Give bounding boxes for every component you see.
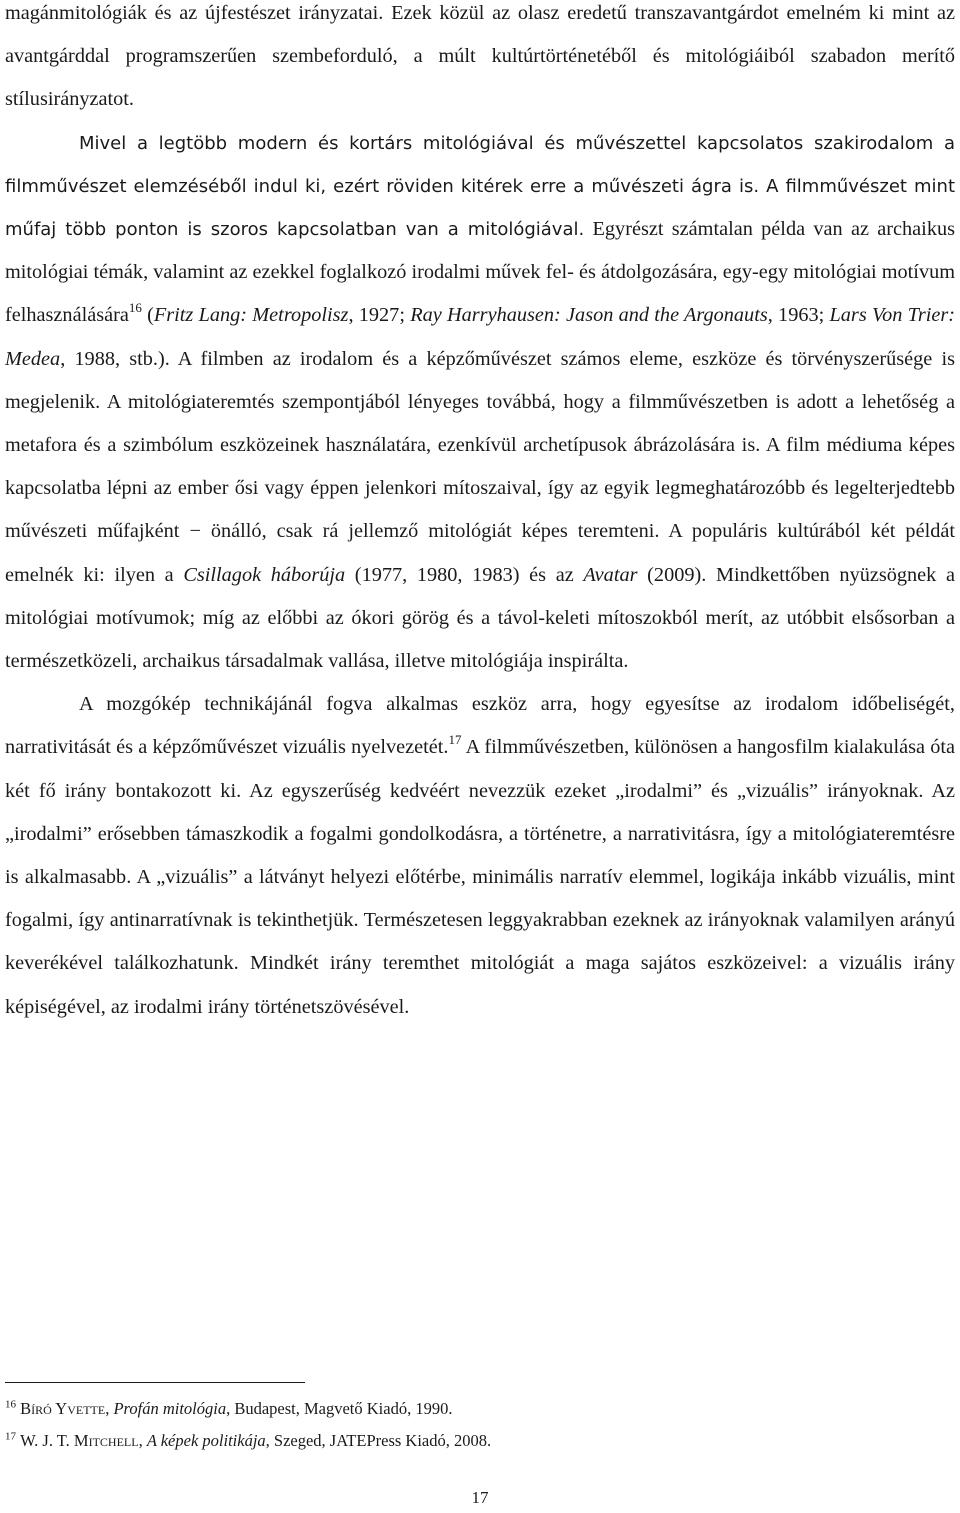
paragraph-film-text-continued: , 1988, stb.). A filmben az irodalom és a képzőművészet számos eleme, eszköze és törvényszerűsége is megjelenik. A mitológiateremtés szempontjából lényeges továbbá, hogy a filmművészetben is adott a lehetőség a metafora és a szimbólum eszközeinek használatára, ezenkívül archetípusok ábrázolására is. A film médiuma képes kapcsolatba lépni az ember ősi vagy éppen jelenkori mítoszaival, így az egyik legmeghatározóbb és legelterjedtebb művészeti műfajként − önálló, csak rá jellemző mitológiát képes teremteni. A populáris kultúrából két példát emelnék ki: ilyen a bbox=[5, 347, 955, 586]
footnote-number: 17 bbox=[5, 1430, 16, 1443]
paragraph-film-text-end: (2009). Mindkettőben nyüzsögnek a mitológiai motívumok; míg az előbbi az ókori görög és a távol-keleti mítoszokból merít, az utóbbit elsősorban a természetközeli, archaikus társadalmak vallása, illetve mitológiája inspirálta. bbox=[5, 563, 955, 673]
paragraph-intro bbox=[5, 0, 955, 122]
film-title-metropolisz: Fritz Lang: Metropolisz bbox=[153, 304, 349, 327]
footnote-ref-16[interactable]: 16 bbox=[128, 299, 142, 315]
footnote-17: $^{17}$ W. J. T. Mitchell, A képek politikája, Szeged, JATEPress Kiadó, 2008. bbox=[5, 1430, 492, 1450]
footnote-16: $^{16}$ Bíró Yvette, Profán mitológia, Budapest, Magvető Kiadó, 1990. bbox=[5, 1398, 453, 1418]
footnote-title: Profán mitológia bbox=[113, 1399, 227, 1418]
document-page bbox=[5, 0, 955, 1507]
paragraph-moving-image-text: A mozgókép technikájánál fogva alkalmas eszköz arra, hogy egyesítse az irodalom időbeliségét, narrativitását és a képzőművészet vizuális nyelvezetét. bbox=[5, 693, 955, 759]
film-year-separator: , 1927; bbox=[348, 304, 411, 327]
film-title-star-wars: Csillagok háborúja bbox=[183, 563, 346, 586]
paragraph-film-text-continued: (1977, 1980, 1983) és az bbox=[345, 563, 584, 586]
film-title-argonauts: Ray Harryhausen: Jason and the Argonauts bbox=[410, 304, 768, 327]
footnote-author: W. J. T. Mitchell bbox=[20, 1431, 139, 1450]
film-year-separator: , 1963; bbox=[767, 304, 830, 327]
footnote-publication: , Szeged, JATEPress Kiadó, 2008. bbox=[265, 1431, 492, 1450]
paragraph-intro-text: magánmitológiák és az újfestészet irányzatai. Ezek közül az olasz eredetű transzavantgárdot emelném ki mint az avantgárddal programszerűen szembeforduló, a múlt kultúrtörténetéből és mitológiáiból szabadon merítő stílusirányzatot. bbox=[5, 2, 955, 111]
footnote-title: A képek politikája bbox=[146, 1431, 266, 1450]
open-paren: ( bbox=[141, 304, 154, 327]
paragraph-film-text: Egyrészt számtalan példa van az archaikus mitológiai témák, valamint az ezekkel foglalkozó irodalmi művek fel- és átdolgozására, egy-egy mitológiai motívum felhasználására bbox=[5, 218, 955, 327]
paragraph-film-mythology bbox=[5, 122, 955, 684]
footnote-author: Bíró Yvette bbox=[20, 1399, 106, 1418]
film-title-avatar: Avatar bbox=[583, 563, 638, 586]
paragraph-film-intro-text: Mivel a legtöbb modern és kortárs mitológiával és művészettel kapcsolatos szakirodalom a filmművészet elemzéséből indul ki, ezért röviden kitérek erre a művészeti ágra is. A filmművészet mint műfaj több ponton is szoros kapcsolatban van a mitológiával. bbox=[5, 132, 955, 241]
page-number: 17 bbox=[471, 1488, 489, 1507]
footnote-ref-17[interactable]: 17 bbox=[448, 731, 462, 747]
paragraph-moving-image bbox=[5, 683, 955, 1029]
footnote-separator bbox=[5, 1382, 305, 1383]
footnotes bbox=[5, 1393, 955, 1457]
paragraph-moving-image-text-continued: A filmművészetben, különösen a hangosfilm kialakulása óta két fő irány bontakozott ki. Az egyszerűség kedvéért nevezzük ezeket „irodalmi” és „vizuális” irányoknak. Az „irodalmi” erősebben támaszkodik a fogalmi gondolkodásra, a történetre, a narrativitásra, így a mitológiateremtésre is alkalmasabb. A „vizuális” a látványt helyezi előtérbe, minimális narratív elemmel, logikája inkább vizuális, mint fogalmi, így antinarratívnak is tekinthetjük. Természetesen leggyakrabban ezeknek az irányoknak valamilyen arányú keverékével találkozhatunk. Mindkét irány teremthet mitológiát a maga sajátos eszközeivel: a vizuális irány képiségével, az irodalmi irány történetszövésével. bbox=[5, 736, 955, 1018]
footnote-number: 16 bbox=[5, 1398, 16, 1411]
footnote-publication: , Budapest, Magvető Kiadó, 1990. bbox=[226, 1399, 453, 1418]
film-title-medea: Lars Von Trier: Medea bbox=[5, 304, 955, 370]
